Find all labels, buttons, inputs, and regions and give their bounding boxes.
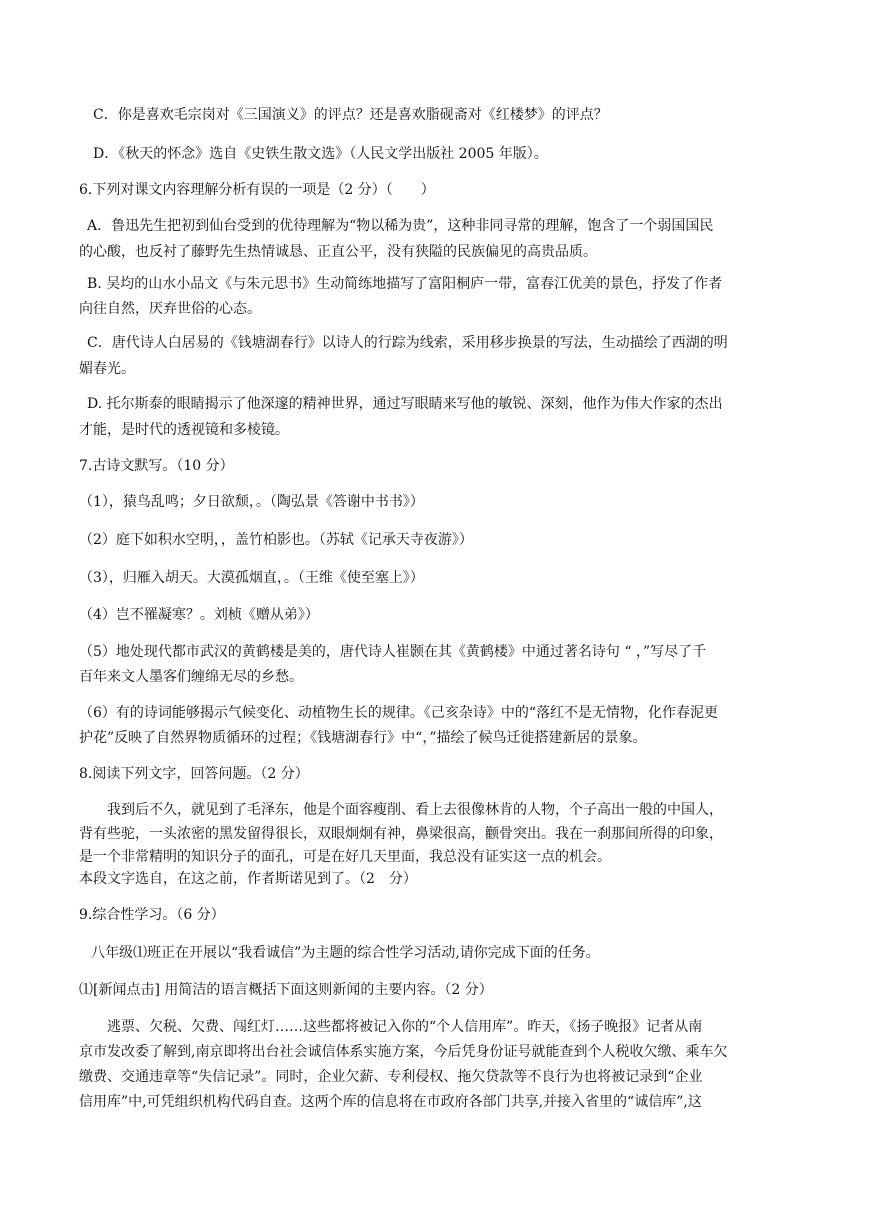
- q7-item-6-line1: （6）有的诗词能够揭示气候变化、动植物生长的规律。《己亥杂诗》中的“落红不是无情物，化作春泥更: [79, 705, 719, 721]
- q9-subtask-1: ⑴[新闻点击] 用简洁的语言概括下面这则新闻的主要内容。（2 分）: [79, 982, 493, 998]
- q7-item-1: （1），猿鸟乱鸣；夕日欲颓，。（陶弘景《答谢中书书》）: [79, 494, 424, 510]
- q7-item-5-line1: （5）地处现代都市武汉的黄鹤楼是美的，唐代诗人崔颢在其《黄鹤楼》中通过著名诗句 “ ，”写尽了千: [79, 644, 707, 660]
- q7-item-5-line2: 百年来文人墨客们缠绵无尽的乡愁。: [79, 669, 303, 685]
- q8-passage-line3: 是一个非常精明的知识分子的面孔，可是在好几天里面，我总没有证实这一点的机会。: [79, 849, 611, 865]
- q6-option-c-line1: C．唐代诗人白居易的《钱塘湖春行》以诗人的行踪为线索，采用移步换景的写法，生动描绘了西湖的明: [87, 335, 728, 351]
- q8-passage-line2: 背有些驼，一头浓密的黑发留得很长，双眼炯炯有神，鼻梁很高，颧骨突出。我在一刹那间所得的印象，: [79, 826, 723, 842]
- q6-option-b-line1: B. 吴均的山水小品文《与朱元思书》生动简练地描写了富阳桐庐一带，富春江优美的景色，抒发了作者: [87, 276, 723, 292]
- q7-item-4: （4）岂不罹凝寒？。刘桢《赠从弟》）: [79, 607, 319, 623]
- q7-item-3: （3），归雁入胡天。大漠孤烟直，。（王维《使至塞上》）: [79, 570, 424, 586]
- q9-news-line3: 缴费、交通违章等“失信记录”。同时，企业欠薪、专利侵权、拖欠贷款等不良行为也将被记录到“企业: [79, 1069, 703, 1085]
- q9-intro: 八年级⑴班正在开展以“我看诚信”为主题的综合性学习活动,请你完成下面的任务。: [91, 945, 600, 961]
- q9-title: 9.综合性学习。（6 分）: [79, 907, 225, 923]
- q8-passage-line1: 我到后不久，就见到了毛泽东，他是个面容瘦削、看上去很像林肯的人物，个子高出一般的中国人，: [107, 802, 723, 818]
- q6-option-d-line1: D. 托尔斯泰的眼睛揭示了他深邃的精神世界，通过写眼睛来写他的敏锐、深刻，他作为伟大作家的杰出: [87, 396, 723, 412]
- q6-option-d-line2: 才能，是时代的透视镜和多棱镜。: [79, 422, 289, 438]
- q7-title: 7.古诗文默写。（10 分）: [79, 458, 234, 474]
- q5-option-d: D．《秋天的怀念》选自《史铁生散文选》（人民文学出版社 2005 年版）。: [93, 146, 548, 162]
- q8-question: 本段文字选自，在这之前，作者斯诺见到了。（2 分）: [79, 871, 417, 887]
- q6-option-c-line2: 媚春光。: [79, 361, 135, 377]
- q7-item-2: （2）庭下如积水空明，，盖竹柏影也。（苏轼《记承天寺夜游》）: [79, 532, 473, 548]
- q5-option-c: C．你是喜欢毛宗岗对《三国演义》的评点？还是喜欢脂砚斋对《红楼梦》的评点？: [93, 107, 608, 123]
- q8-title: 8.阅读下列文字，回答问题。（2 分）: [79, 766, 309, 782]
- q9-news-line1: 逃票、欠税、欠费、闯红灯……这些都将被记入你的“个人信用库”。昨天，《扬子晚报》记者从南: [107, 1019, 703, 1035]
- q6-option-a-line2: 的心酸，也反衬了藤野先生热情诚恳、正直公平，没有狭隘的民族偏见的高贵品质。: [79, 244, 597, 260]
- q6-option-b-line2: 向往自然，厌弃世俗的心态。: [79, 301, 261, 317]
- q7-item-6-line2: 护花”反映了自然界物质循环的过程；《钱塘湖春行》中“，”描绘了候鸟迁徙搭建新居的景象。: [79, 730, 647, 746]
- q6-option-a-line1: A．鲁迅先生把初到仙台受到的优待理解为“物以稀为贵”，这种非同寻常的理解，饱含了一个弱国国民: [87, 218, 714, 234]
- q9-news-line2: 京市发改委了解到,南京即将出台社会诚信体系实施方案，今后凭身份证号就能查到个人税收欠缴、乘车欠: [79, 1044, 728, 1060]
- q9-news-line4: 信用库”中,可凭组织机构代码自查。这两个库的信息将在市政府各部门共享,并接入省里的“诚信库”,这: [79, 1094, 702, 1110]
- q6-title: 6.下列对课文内容理解分析有误的一项是（2 分）（ ）: [79, 182, 435, 198]
